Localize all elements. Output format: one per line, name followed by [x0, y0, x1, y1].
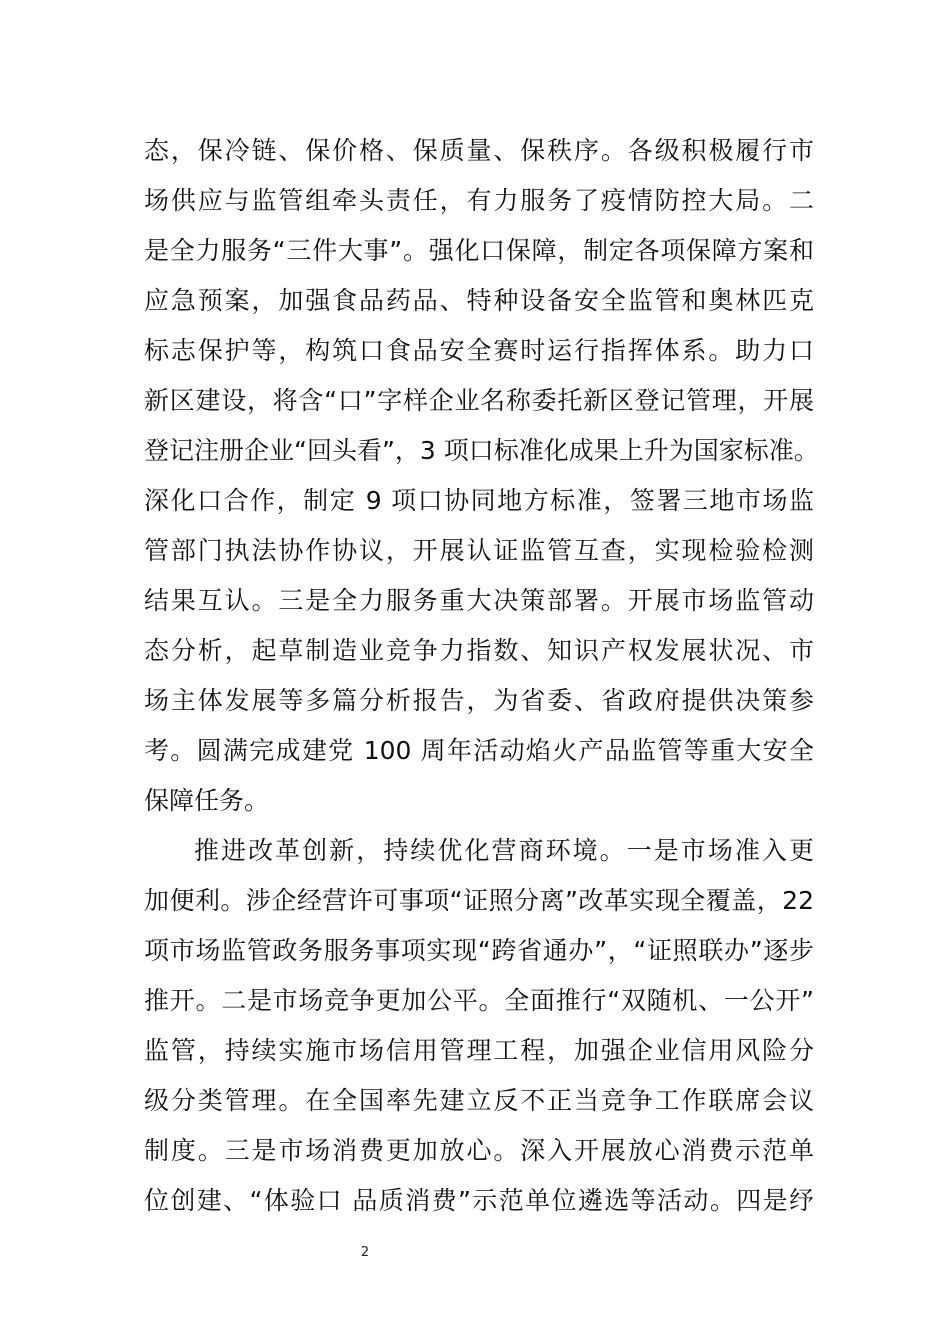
text-line: 新区建设，将含“口”字样企业名称委托新区登记管理，开展 — [144, 386, 814, 415]
paragraph-start-line: 推进改革创新，持续优化营商环境。一是市场准入更 — [194, 836, 814, 865]
text-line: 深化口合作，制定 9 项口协同地方标准，签署三地市场监 — [144, 486, 814, 515]
text-line: 位创建、“体验口 品质消费”示范单位遴选等活动。四是纾 — [144, 1186, 814, 1215]
text-line: 登记注册企业“回头看”，3 项口标准化成果上升为国家标准。 — [144, 436, 819, 465]
text-line: 推开。二是市场竞争更加公平。全面推行“双随机、一公开” — [144, 986, 814, 1015]
page-number: 2 — [360, 1245, 370, 1260]
text-line: 是全力服务“三件大事”。强化口保障，制定各项保障方案和 — [144, 236, 814, 265]
text-line: 制度。三是市场消费更加放心。深入开展放心消费示范单 — [144, 1136, 814, 1165]
text-line: 场供应与监管组牵头责任，有力服务了疫情防控大局。二 — [144, 186, 814, 215]
text-line: 考。圆满完成建党 100 周年活动焰火产品监管等重大安全 — [144, 736, 814, 765]
text-line: 结果互认。三是全力服务重大决策部署。开展市场监管动 — [144, 586, 814, 615]
body-text — [144, 126, 819, 1226]
text-line: 管部门执法协作协议，开展认证监管互查，实现检验检测 — [144, 536, 814, 565]
text-line: 监管，持续实施市场信用管理工程，加强企业信用风险分 — [144, 1036, 814, 1065]
text-line: 应急预案，加强食品药品、特种设备安全监管和奥林匹克 — [144, 286, 814, 315]
text-line: 加便利。涉企经营许可事项“证照分离”改革实现全覆盖，22 — [144, 886, 814, 915]
text-line: 标志保护等，构筑口食品安全赛时运行指挥体系。助力口 — [144, 336, 814, 365]
text-line: 态分析，起草制造业竞争力指数、知识产权发展状况、市 — [144, 636, 814, 665]
text-line: 态，保冷链、保价格、保质量、保秩序。各级积极履行市 — [144, 136, 814, 165]
text-line: 级分类管理。在全国率先建立反不正当竞争工作联席会议 — [144, 1086, 814, 1115]
paragraph-end-line: 保障任务。 — [144, 786, 270, 815]
text-line: 场主体发展等多篇分析报告，为省委、省政府提供决策参 — [144, 686, 814, 715]
text-line: 项市场监管政务服务事项实现“跨省通办”，“证照联办”逐步 — [144, 936, 814, 965]
